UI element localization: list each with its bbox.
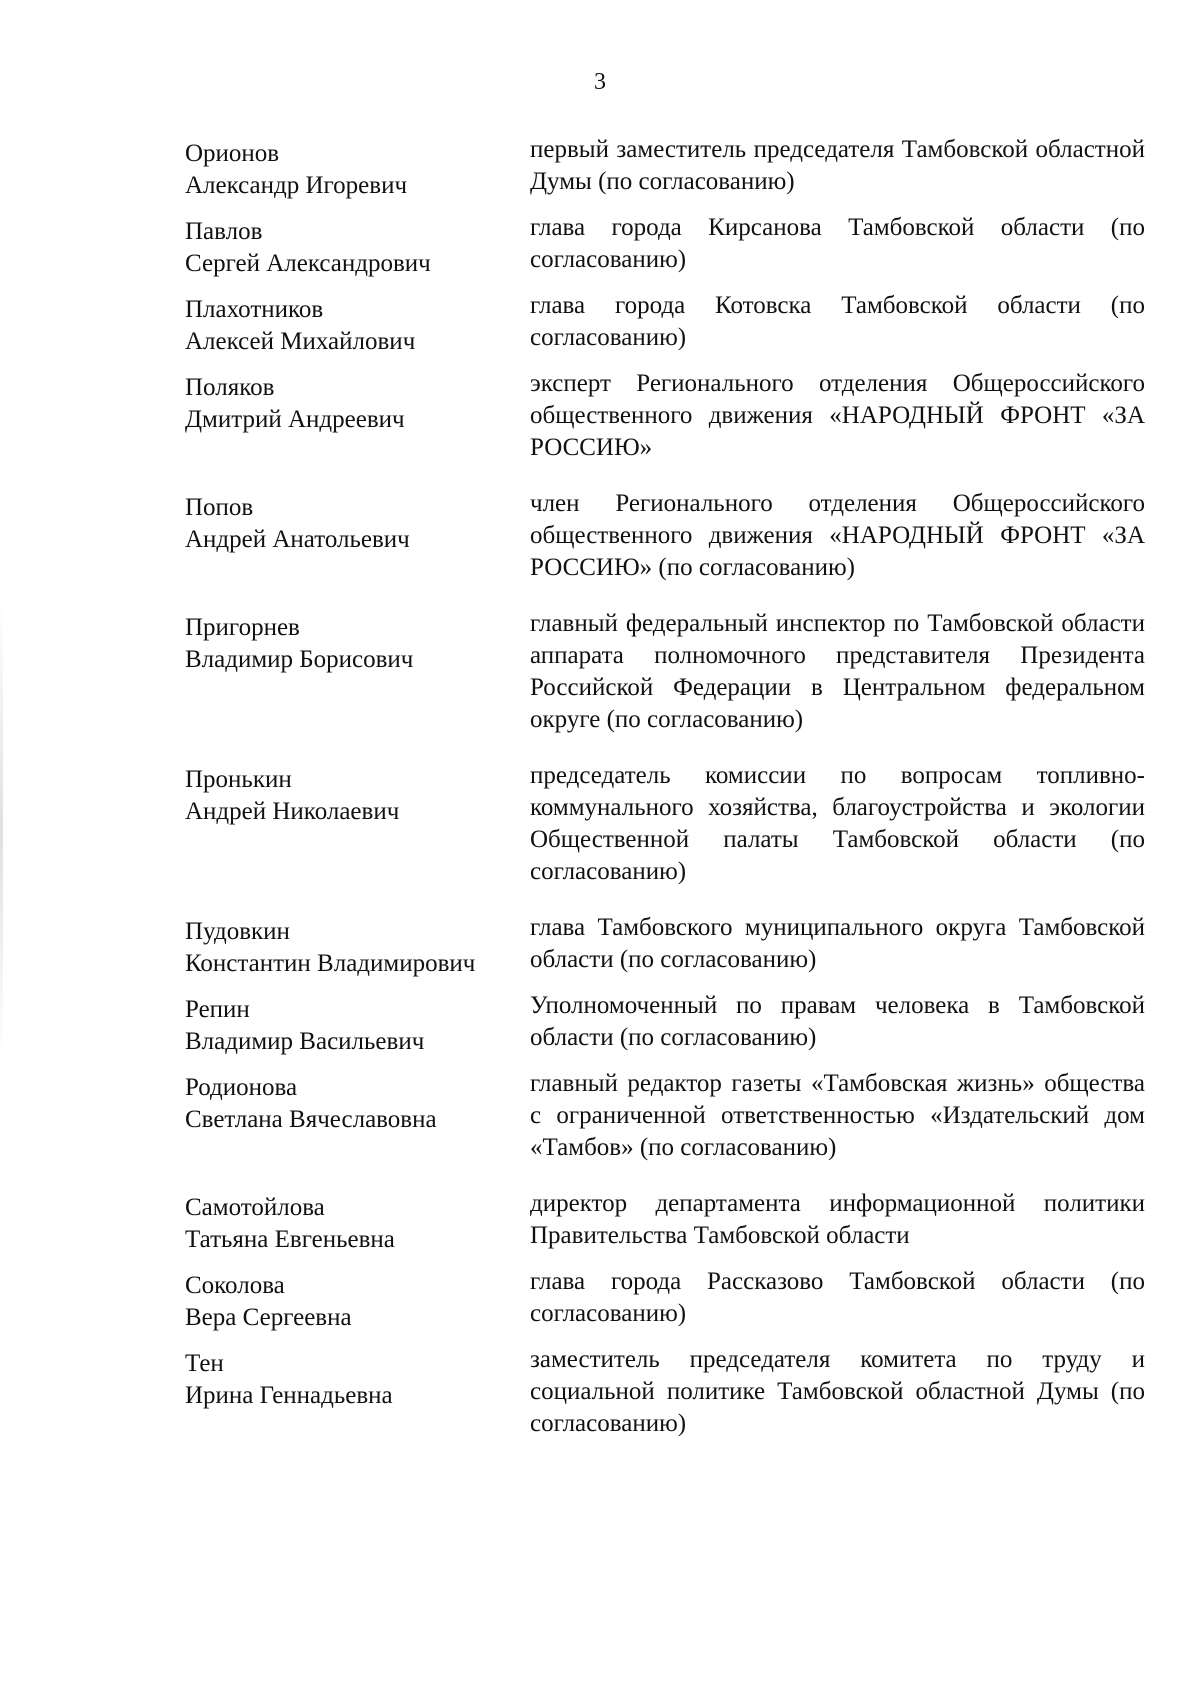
member-surname: Поляков xyxy=(185,374,275,401)
member-role: Уполномоченный по правам человека в Тамбовской области (по согласованию) xyxy=(530,992,1145,1051)
member-entry xyxy=(185,290,1145,358)
member-entry xyxy=(185,1068,1145,1164)
member-name xyxy=(185,1344,530,1440)
member-entry xyxy=(185,1188,1145,1256)
member-name xyxy=(185,488,530,584)
member-roster xyxy=(185,134,1145,1450)
member-role: глава города Котовска Тамбовской области (по согласованию) xyxy=(530,292,1145,351)
member-name xyxy=(185,760,530,888)
member-entry xyxy=(185,1266,1145,1334)
member-role: глава города Кирсанова Тамбовской области (по согласованию) xyxy=(530,214,1145,273)
member-role: эксперт Регионального отделения Общероссийского общественного движения «НАРОДНЫЙ ФРОНТ «ЗА РОССИЮ» xyxy=(530,370,1145,461)
member-name xyxy=(185,212,530,280)
member-given-name: Дмитрий Андреевич xyxy=(185,406,405,433)
member-given-name: Владимир Васильевич xyxy=(185,1028,425,1055)
member-given-name: Вера Сергеевна xyxy=(185,1304,352,1331)
member-surname: Пронькин xyxy=(185,766,292,793)
member-entry xyxy=(185,134,1145,202)
member-name xyxy=(185,1266,530,1334)
member-role: первый заместитель председателя Тамбовской областной Думы (по согласованию) xyxy=(530,136,1145,195)
member-name xyxy=(185,990,530,1058)
member-role: председатель комиссии по вопросам топливно-коммунального хозяйства, благоустройства и экологии Общественной палаты Тамбовской области (по согласованию) xyxy=(530,762,1145,885)
member-name xyxy=(185,1188,530,1256)
member-surname: Попов xyxy=(185,494,254,521)
member-name xyxy=(185,134,530,202)
member-entry xyxy=(185,212,1145,280)
member-given-name: Татьяна Евгеньевна xyxy=(185,1226,395,1253)
member-given-name: Сергей Александрович xyxy=(185,250,431,277)
member-given-name: Александр Игоревич xyxy=(185,172,408,199)
member-surname: Пудовкин xyxy=(185,918,290,945)
member-surname: Орионов xyxy=(185,140,280,167)
member-surname: Пригорнев xyxy=(185,614,300,641)
member-role: заместитель председателя комитета по труду и социальной политике Тамбовской областной Думы (по согласованию) xyxy=(530,1346,1145,1437)
member-given-name: Алексей Михайлович xyxy=(185,328,416,355)
member-surname: Соколова xyxy=(185,1272,285,1299)
member-entry xyxy=(185,1344,1145,1440)
member-surname: Родионова xyxy=(185,1074,298,1101)
member-role: глава Тамбовского муниципального округа Тамбовской области (по согласованию) xyxy=(530,914,1145,973)
member-given-name: Константин Владимирович xyxy=(185,950,476,977)
member-given-name: Андрей Анатольевич xyxy=(185,526,410,553)
member-given-name: Андрей Николаевич xyxy=(185,798,400,825)
member-entry xyxy=(185,368,1145,464)
member-given-name: Ирина Геннадьевна xyxy=(185,1382,393,1409)
member-name xyxy=(185,290,530,358)
member-entry xyxy=(185,608,1145,736)
member-surname: Самотойлова xyxy=(185,1194,325,1221)
member-role: главный редактор газеты «Тамбовская жизнь» общества с ограниченной ответственностью «Издательский дом «Тамбов» (по согласованию) xyxy=(530,1070,1145,1161)
member-role: глава города Рассказово Тамбовской области (по согласованию) xyxy=(530,1268,1145,1327)
member-role: член Регионального отделения Общероссийского общественного движения «НАРОДНЫЙ ФРОНТ «ЗА РОССИЮ» (по согласованию) xyxy=(530,490,1145,581)
scan-edge-shadow xyxy=(0,600,3,1060)
member-entry xyxy=(185,488,1145,584)
member-given-name: Владимир Борисович xyxy=(185,646,414,673)
member-surname: Павлов xyxy=(185,218,263,245)
page-number: 3 xyxy=(594,69,606,95)
member-name xyxy=(185,368,530,464)
member-role: главный федеральный инспектор по Тамбовской области аппарата полномочного представителя Президента Российской Федерации в Центральном федеральном округе (по согласованию) xyxy=(530,610,1145,733)
member-entry xyxy=(185,760,1145,888)
member-entry xyxy=(185,990,1145,1058)
member-name xyxy=(185,912,530,980)
member-name xyxy=(185,1068,530,1164)
member-given-name: Светлана Вячеславовна xyxy=(185,1106,437,1133)
member-role: директор департамента информационной политики Правительства Тамбовской области xyxy=(530,1190,1145,1249)
member-surname: Плахотников xyxy=(185,296,324,323)
member-surname: Репин xyxy=(185,996,250,1023)
member-name xyxy=(185,608,530,736)
member-surname: Тен xyxy=(185,1350,224,1377)
member-entry xyxy=(185,912,1145,980)
